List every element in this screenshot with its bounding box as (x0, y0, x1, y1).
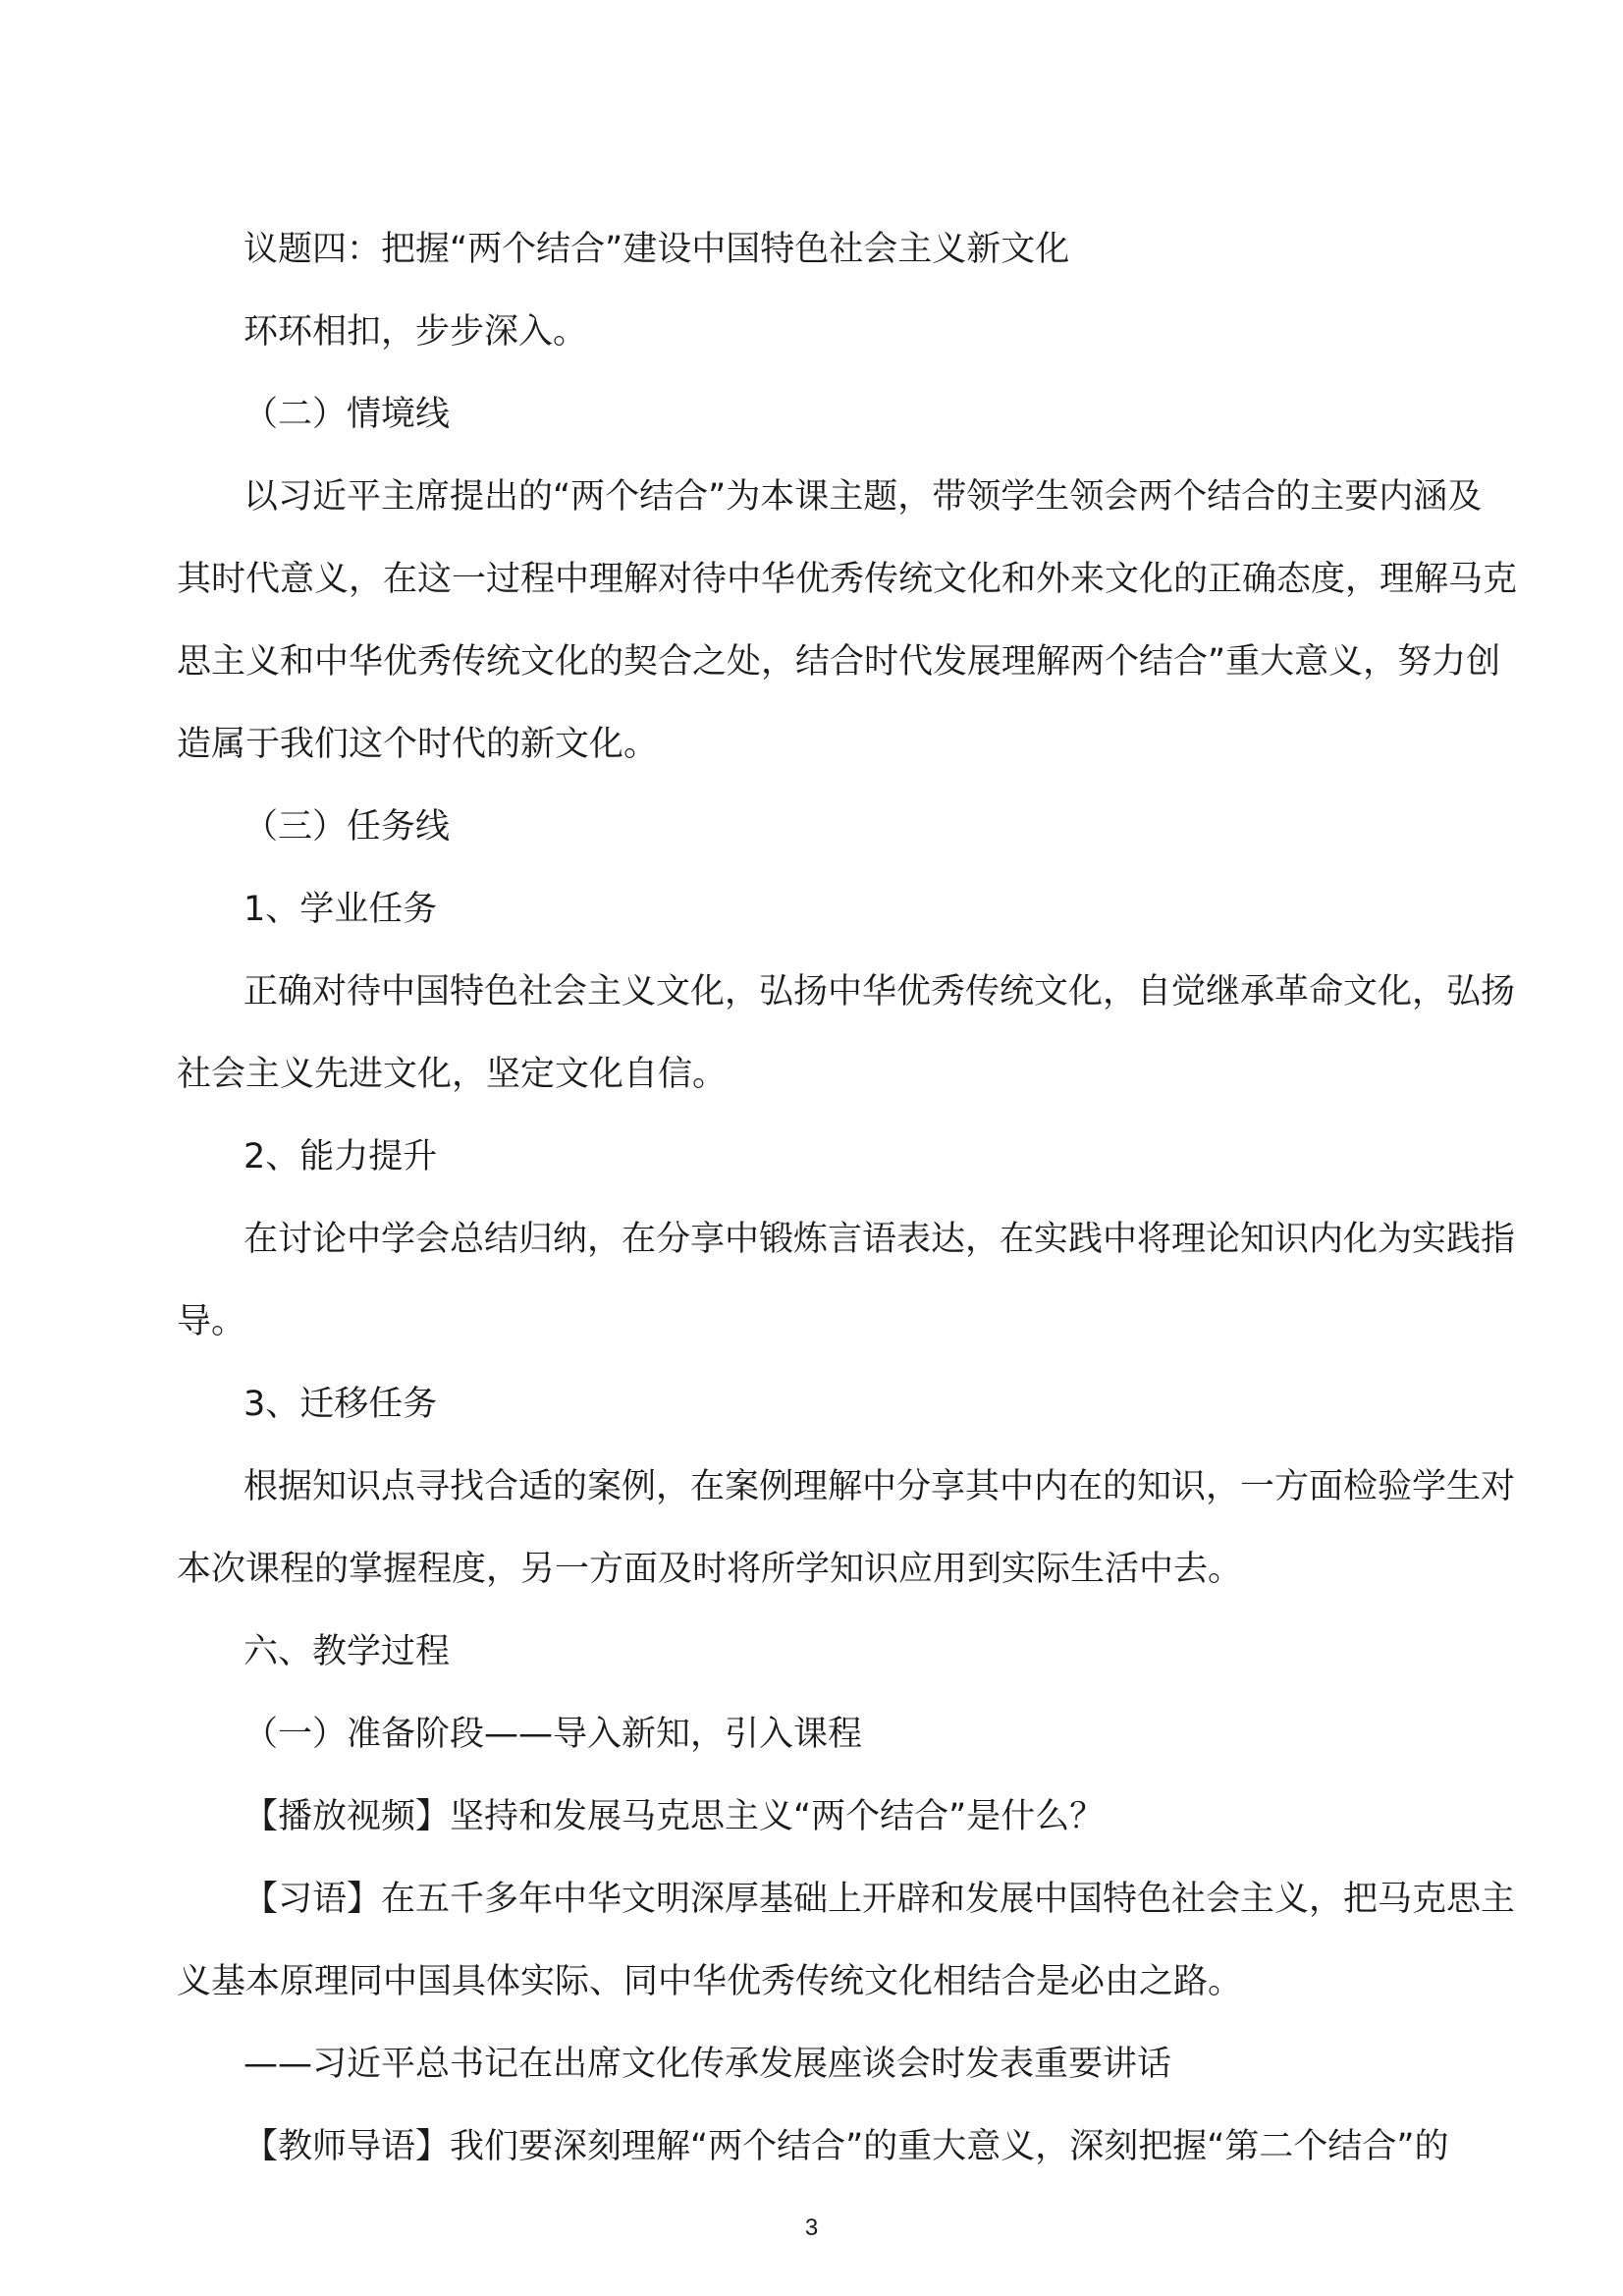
paragraph-transfer-task-2: 本次课程的掌握程度，另一方面及时将所学知识应用到实际生活中去。 (177, 1550, 1243, 1589)
heading-preparation-stage: （一）准备阶段——导入新知，引入课程 (243, 1715, 863, 1754)
page-number: 3 (804, 2214, 819, 2241)
paragraph-situation-line-4: 造属于我们这个时代的新文化。 (177, 725, 659, 764)
heading-teaching-process: 六、教学过程 (243, 1632, 451, 1671)
paragraph-academic-task-2: 社会主义先进文化，坚定文化自信。 (177, 1055, 728, 1094)
paragraph-play-video: 【播放视频】坚持和发展马克思主义“两个结合”是什么？ (243, 1797, 1105, 1836)
paragraph-quote-source: ——习近平总书记在出席文化传承发展座谈会时发表重要讲话 (243, 2045, 1172, 2084)
paragraph-academic-task-1: 正确对待中国特色社会主义文化，弘扬中华优秀传统文化，自觉继承革命文化，弘扬 (243, 972, 1516, 1011)
paragraph-situation-line-1: 以习近平主席提出的“两个结合”为本课主题，带领学生领会两个结合的主要内涵及 (243, 477, 1483, 517)
paragraph-quote-2: 义基本原理同中国具体实际、同中华优秀传统文化相结合是必由之路。 (177, 1962, 1243, 2001)
paragraph-interlocking: 环环相扣，步步深入。 (243, 312, 588, 352)
heading-transfer-task: 3、迁移任务 (243, 1385, 438, 1424)
paragraph-transfer-task-1: 根据知识点寻找合适的案例，在案例理解中分享其中内在的知识，一方面检验学生对 (243, 1467, 1516, 1506)
heading-academic-task: 1、学业任务 (243, 890, 438, 929)
paragraph-ability-improvement-2: 导。 (177, 1302, 246, 1341)
paragraph-topic-four: 议题四：把握“两个结合”建设中国特色社会主义新文化 (243, 230, 1070, 269)
paragraph-situation-line-2: 其时代意义，在这一过程中理解对待中华优秀传统文化和外来文化的正确态度，理解马克 (177, 560, 1518, 599)
paragraph-teacher-guidance: 【教师导语】我们要深刻理解“两个结合”的重大意义，深刻把握“第二个结合”的 (243, 2127, 1449, 2166)
paragraph-ability-improvement-1: 在讨论中学会总结归纳，在分享中锻炼言语表达，在实践中将理论知识内化为实践指 (243, 1220, 1516, 1259)
paragraph-quote-1: 【习语】在五千多年中华文明深厚基础上开辟和发展中国特色社会主义，把马克思主 (243, 1880, 1516, 1919)
heading-ability-improvement: 2、能力提升 (243, 1137, 438, 1176)
heading-situation-line: （二）情境线 (243, 395, 451, 434)
heading-task-line: （三）任务线 (243, 807, 451, 847)
paragraph-situation-line-3: 思主义和中华优秀传统文化的契合之处，结合时代发展理解两个结合”重大意义，努力创 (177, 642, 1501, 682)
